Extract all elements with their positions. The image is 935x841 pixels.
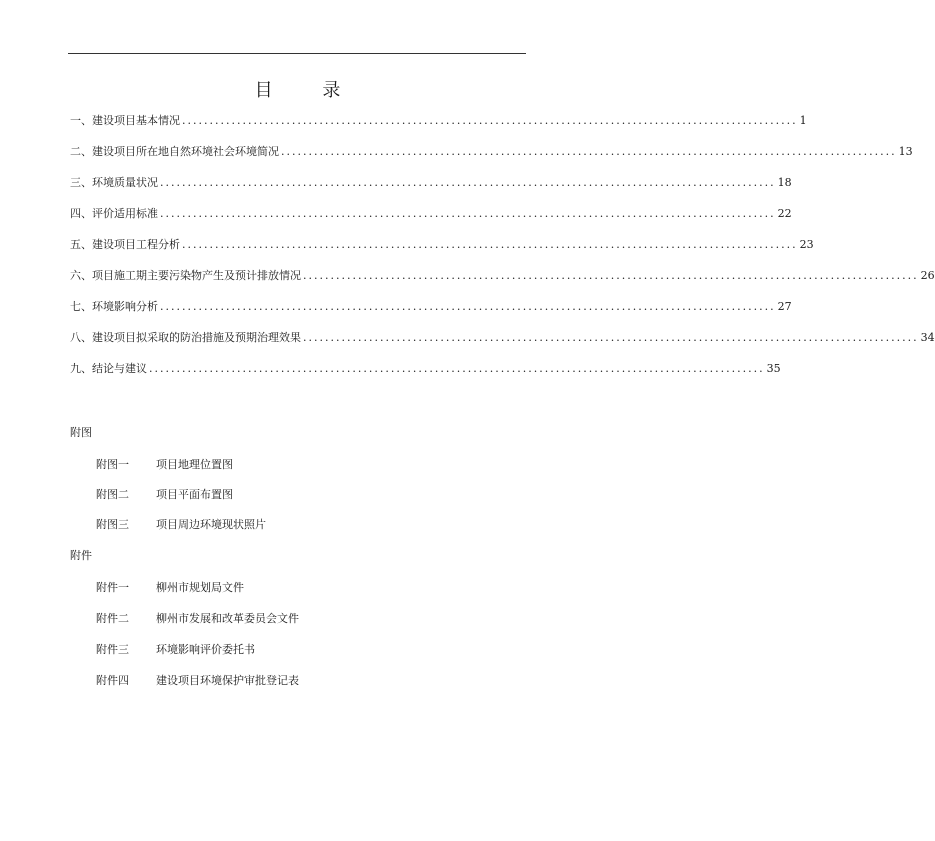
attachment-item[interactable] bbox=[96, 672, 299, 688]
toc-leader-dots: ................................................................................................................ bbox=[281, 145, 897, 158]
toc-entry[interactable] bbox=[70, 205, 792, 236]
toc-entry-page: 1 bbox=[799, 114, 807, 127]
attachment-item-text: 柳州市发展和改革委员会文件 bbox=[156, 612, 299, 625]
toc-leader-dots: ................................................................................................................ bbox=[160, 207, 776, 220]
attachments-heading: 附件 bbox=[70, 549, 92, 562]
figure-item-text: 项目周边环境现状照片 bbox=[156, 518, 266, 531]
toc-entry-page: 18 bbox=[777, 176, 792, 189]
figure-item[interactable] bbox=[96, 456, 233, 472]
toc-leader-dots: ................................................................................................................ bbox=[149, 362, 765, 375]
toc-entry[interactable] bbox=[70, 267, 935, 298]
header-rule bbox=[68, 53, 526, 54]
toc-entry-label: 三、环境质量状况 bbox=[70, 176, 158, 189]
toc-entry-page: 23 bbox=[799, 238, 814, 251]
toc-entry-label: 五、建设项目工程分析 bbox=[70, 238, 180, 251]
toc-entry-page: 34 bbox=[920, 331, 935, 344]
toc-entry-label: 九、结论与建议 bbox=[70, 362, 147, 375]
table-of-contents bbox=[70, 112, 935, 391]
figure-item-text: 项目平面布置图 bbox=[156, 488, 233, 501]
figure-item-tag: 附图一 bbox=[96, 458, 129, 471]
attachment-item-text: 柳州市规划局文件 bbox=[156, 581, 244, 594]
toc-entry-label: 一、建设项目基本情况 bbox=[70, 114, 180, 127]
toc-entry[interactable] bbox=[70, 360, 781, 391]
page-title: 目 录 bbox=[254, 80, 363, 101]
attachment-item-tag: 附件四 bbox=[96, 674, 129, 687]
toc-entry-label: 六、项目施工期主要污染物产生及预计排放情况 bbox=[70, 269, 301, 282]
toc-leader-dots: ................................................................................................................ bbox=[182, 114, 798, 127]
toc-entry-page: 13 bbox=[898, 145, 913, 158]
figure-item[interactable] bbox=[96, 486, 233, 502]
attachment-item-tag: 附件三 bbox=[96, 643, 129, 656]
attachment-item-tag: 附件一 bbox=[96, 581, 129, 594]
toc-entry-label: 四、评价适用标准 bbox=[70, 207, 158, 220]
toc-entry[interactable] bbox=[70, 298, 792, 329]
toc-leader-dots: ................................................................................................................ bbox=[303, 331, 919, 344]
toc-entry[interactable] bbox=[70, 236, 814, 267]
toc-leader-dots: ................................................................................................................ bbox=[160, 176, 776, 189]
toc-entry-page: 26 bbox=[920, 269, 935, 282]
attachment-item-text: 建设项目环境保护审批登记表 bbox=[156, 674, 299, 687]
attachment-item-text: 环境影响评价委托书 bbox=[156, 643, 255, 656]
toc-entry-page: 35 bbox=[766, 362, 781, 375]
toc-leader-dots: ................................................................................................................ bbox=[303, 269, 919, 282]
attachment-item-tag: 附件二 bbox=[96, 612, 129, 625]
toc-entry-page: 27 bbox=[777, 300, 792, 313]
attachment-item[interactable] bbox=[96, 641, 255, 657]
toc-entry-label: 八、建设项目拟采取的防治措施及预期治理效果 bbox=[70, 331, 301, 344]
toc-entry[interactable] bbox=[70, 143, 913, 174]
toc-entry[interactable] bbox=[70, 174, 792, 205]
figure-item-tag: 附图二 bbox=[96, 488, 129, 501]
toc-leader-dots: ................................................................................................................ bbox=[182, 238, 798, 251]
toc-entry-label: 二、建设项目所在地自然环境社会环境简况 bbox=[70, 145, 279, 158]
attachment-item[interactable] bbox=[96, 579, 244, 595]
toc-entry-label: 七、环境影响分析 bbox=[70, 300, 158, 313]
figure-item-text: 项目地理位置图 bbox=[156, 458, 233, 471]
attachment-item[interactable] bbox=[96, 610, 299, 626]
figure-item[interactable] bbox=[96, 516, 266, 532]
toc-leader-dots: ................................................................................................................ bbox=[160, 300, 776, 313]
figure-item-tag: 附图三 bbox=[96, 518, 129, 531]
toc-entry[interactable] bbox=[70, 112, 807, 143]
toc-entry[interactable] bbox=[70, 329, 935, 360]
figures-heading: 附图 bbox=[70, 426, 92, 439]
toc-entry-page: 22 bbox=[777, 207, 792, 220]
